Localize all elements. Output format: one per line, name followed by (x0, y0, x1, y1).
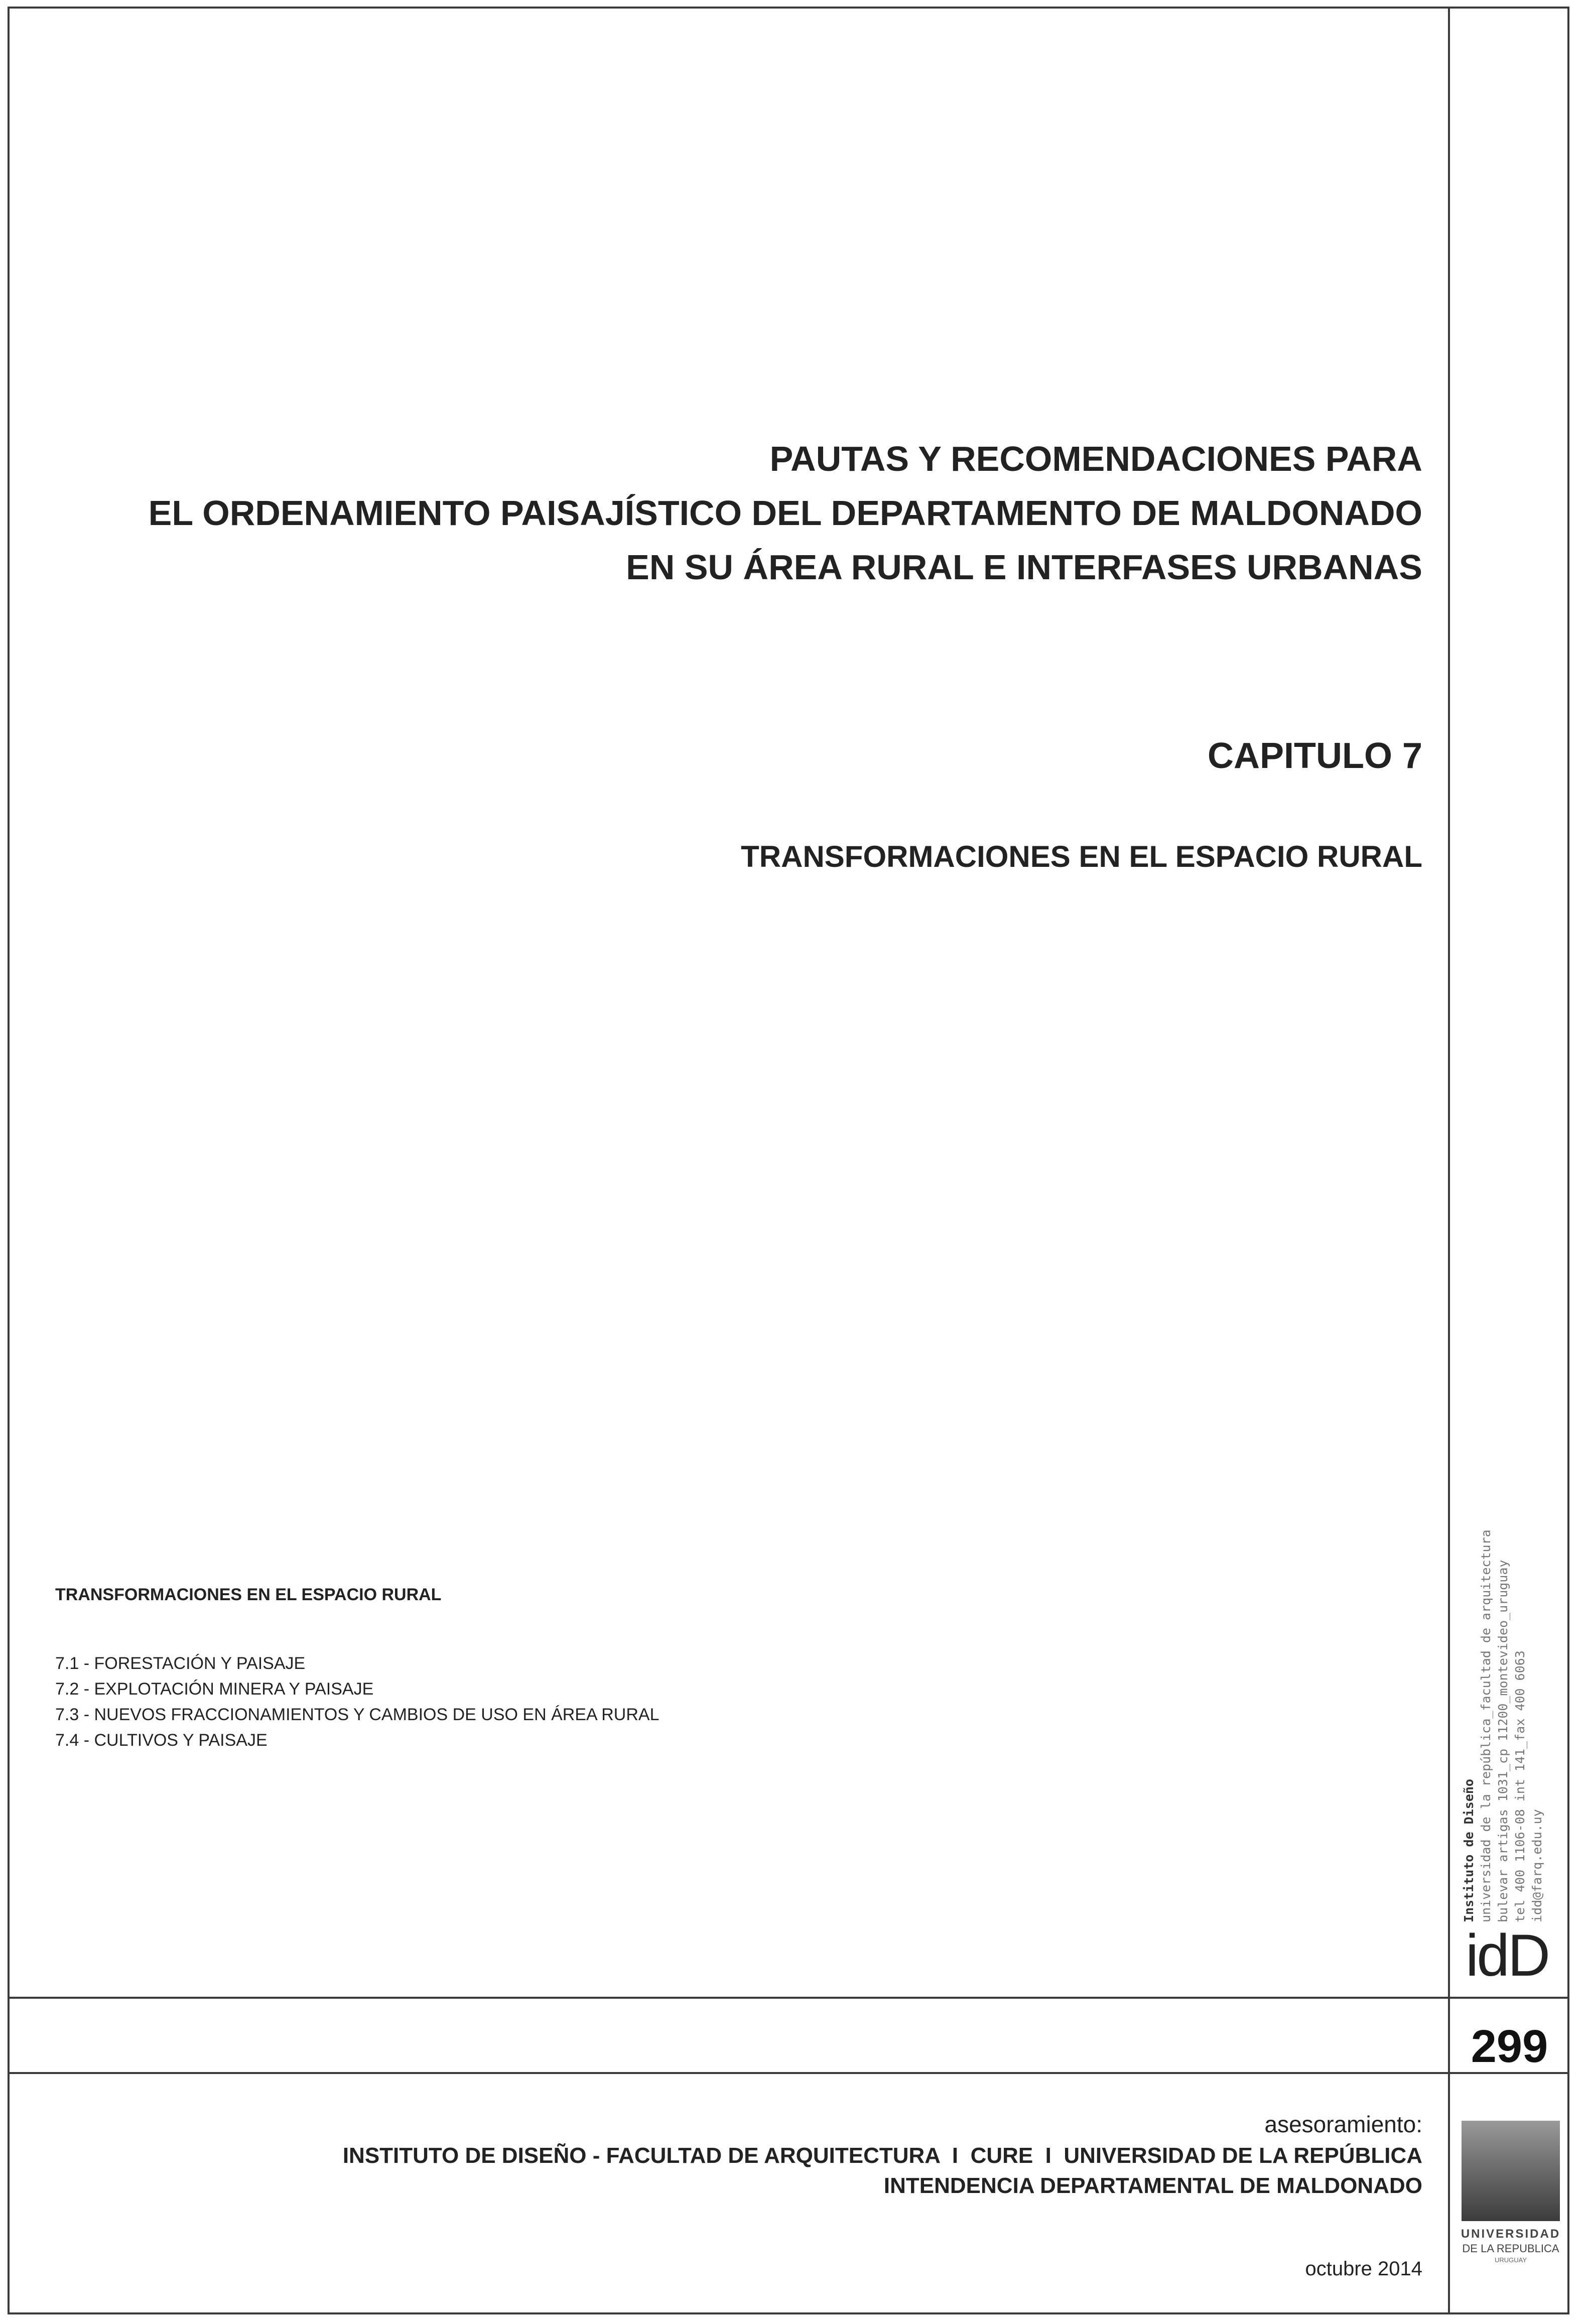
seal-line-1: UNIVERSIDAD (1461, 2227, 1561, 2241)
university-seal (1461, 2121, 1561, 2296)
title-line-3: EN SU ÁREA RURAL E INTERFASES URBANAS (626, 548, 1422, 587)
institute-line: bulevar artigas 1031_cp 11200_montevideo_uruguay (1496, 1560, 1510, 1922)
right-column-divider (1448, 7, 1450, 2314)
institute-contact-block (1461, 1506, 1561, 1922)
title-line-1: PAUTAS Y RECOMENDACIONES PARA (769, 439, 1422, 478)
document-title (149, 432, 1422, 594)
institute-line: idd@farq.edu.uy (1530, 1809, 1544, 1922)
toc-item: 7.1 - FORESTACIÓN Y PAISAJE (55, 1654, 306, 1673)
university-building-image (1462, 2121, 1560, 2221)
page-frame (8, 7, 1569, 2314)
idd-logo: idD (1466, 1922, 1549, 1989)
footer-label: asesoramiento: (1264, 2111, 1422, 2137)
institute-line: universidad de la república_facultad de arquitectura (1479, 1529, 1493, 1922)
chapter-heading: CAPITULO 7 (1207, 736, 1422, 776)
toc-item: 7.2 - EXPLOTACIÓN MINERA Y PAISAJE (55, 1680, 374, 1699)
institute-name: Instituto de Diseño (1462, 1779, 1476, 1922)
page-number: 299 (1471, 2021, 1548, 2072)
institute-line: tel 400 1106-08 int 141_fax 400 6063 (1513, 1650, 1527, 1922)
table-of-contents (55, 1585, 659, 1753)
footer-divider-bottom (8, 2072, 1569, 2074)
footer-intendencia: INTENDENCIA DEPARTAMENTAL DE MALDONADO (883, 2173, 1422, 2198)
toc-item: 7.3 - NUEVOS FRACCIONAMIENTOS Y CAMBIOS DE USO EN ÁREA RURAL (55, 1705, 659, 1724)
chapter-subtitle: TRANSFORMACIONES EN EL ESPACIO RURAL (741, 840, 1422, 873)
toc-heading: TRANSFORMACIONES EN EL ESPACIO RURAL (55, 1585, 442, 1604)
footer-institutions: INSTITUTO DE DISEÑO - FACULTAD DE ARQUITECTURA I CURE I UNIVERSIDAD DE LA REPÚBLICA (342, 2143, 1422, 2168)
title-line-2: EL ORDENAMIENTO PAISAJÍSTICO DEL DEPARTAMENTO DE MALDONADO (148, 493, 1422, 533)
footer-divider-top (8, 1997, 1569, 1999)
footer-date: octubre 2014 (1305, 2258, 1422, 2280)
seal-line-3: URUGUAY (1494, 2256, 1527, 2264)
seal-line-2: DE LA REPUBLICA (1462, 2242, 1559, 2255)
toc-item: 7.4 - CULTIVOS Y PAISAJE (55, 1731, 268, 1750)
